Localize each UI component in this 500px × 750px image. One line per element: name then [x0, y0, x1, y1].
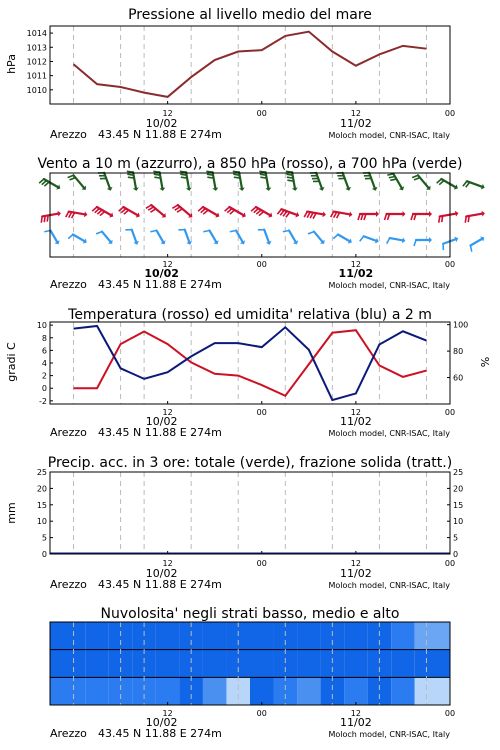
- cloud-cell: [156, 677, 180, 705]
- wind-barb: [230, 230, 245, 244]
- barb-head: [159, 187, 165, 190]
- barb-shaft: [443, 239, 455, 243]
- barb-head: [322, 211, 325, 217]
- pressure-frame: [50, 26, 450, 104]
- wind-barb: [150, 230, 165, 244]
- barb-feather: [439, 216, 440, 222]
- pressure-title: Pressione al livello medio del mare: [128, 7, 372, 23]
- barb-head: [403, 211, 406, 217]
- x-tick-label: 00: [256, 260, 267, 269]
- x-tick-label: 00: [444, 709, 456, 718]
- barb-feather: [172, 205, 177, 208]
- barb-feather: [390, 179, 396, 180]
- x-tick-label: 00: [256, 709, 267, 718]
- cloud-cell: [250, 622, 274, 650]
- barb-feather: [387, 174, 393, 175]
- y-tick-label: 0: [41, 384, 47, 394]
- y-tick-label: 20: [453, 484, 464, 494]
- date-label: 10/02: [145, 117, 178, 130]
- cloud-cell: [85, 650, 109, 678]
- x-tick-label: 00: [256, 559, 267, 568]
- barb-shaft: [102, 232, 110, 242]
- x-tick-label: 12: [162, 109, 173, 118]
- precip-panel: [5, 455, 463, 591]
- wind-barb: [363, 173, 378, 191]
- barb-head: [265, 187, 271, 190]
- wind-barb: [336, 173, 351, 191]
- barb-head: [349, 211, 352, 217]
- y-tick-label: 80: [453, 347, 464, 357]
- cloud-cell: [132, 677, 156, 705]
- wind-barb: [387, 237, 406, 243]
- barb-head: [481, 211, 484, 217]
- cloud-cell: [297, 622, 321, 650]
- barb-feather: [68, 235, 73, 239]
- wind-barb: [308, 232, 325, 244]
- barb-shaft: [470, 239, 481, 246]
- date-label: 10/02: [144, 267, 179, 280]
- temp-title: Temperatura (rosso) ed umidita' relativa (blu) a 2 m: [68, 307, 432, 323]
- barb-feather: [260, 177, 266, 178]
- wind-barb: [172, 205, 192, 218]
- barb-feather: [150, 230, 156, 231]
- barb-head: [84, 211, 87, 217]
- barb-shaft: [210, 230, 217, 241]
- cloud-cell: [297, 677, 321, 705]
- wind-barb: [153, 171, 165, 191]
- cloud-cell: [85, 622, 109, 650]
- location-label: Arezzo: [50, 278, 87, 291]
- cloud-cell: [50, 677, 85, 705]
- cloud-cell: [203, 677, 227, 705]
- humidity-line: [74, 326, 427, 400]
- barb-feather: [207, 177, 213, 178]
- coords-label: 43.45 N 11.88 E 274m: [98, 727, 222, 740]
- wind-barb: [412, 175, 430, 190]
- x-tick-label: 00: [256, 109, 267, 118]
- barb-feather: [230, 230, 236, 231]
- y-tick-label: 15: [453, 500, 464, 510]
- x-tick-label: 00: [444, 559, 456, 568]
- barb-feather: [259, 171, 265, 172]
- y-tick-label: 2: [41, 371, 47, 381]
- barb-head: [186, 187, 192, 190]
- coords-label: 43.45 N 11.88 E 274m: [98, 278, 222, 291]
- wind-barb: [304, 211, 326, 218]
- barb-feather: [360, 236, 364, 241]
- wind-barb: [96, 232, 113, 244]
- wind-barb: [98, 173, 113, 191]
- barb-feather: [414, 178, 420, 180]
- wind-barb: [310, 173, 325, 191]
- wind-barb: [360, 236, 379, 243]
- y-tick-label: 1014: [26, 29, 47, 39]
- temp-ylabel-right: %: [479, 356, 492, 368]
- wind-barb: [233, 171, 245, 191]
- wind-barb: [411, 211, 432, 220]
- temp-panel: [5, 307, 492, 439]
- barb-feather: [127, 171, 133, 172]
- wind-title: Vento a 10 m (azzurro), a 850 hPa (rosso), a 700 hPa (verde): [37, 156, 463, 172]
- y-tick-label: 6: [41, 346, 47, 356]
- y-tick-label: 10: [36, 517, 47, 527]
- barb-feather: [308, 232, 314, 234]
- clouds-title: Nuvolosita' negli strati basso, medio e alto: [100, 606, 400, 622]
- barb-feather: [206, 171, 212, 172]
- wind-barb: [251, 207, 272, 218]
- barb-shaft: [185, 230, 189, 242]
- cloud-cell: [109, 677, 133, 705]
- temperature-line: [74, 330, 427, 396]
- wind-barb: [465, 211, 485, 223]
- location-label: Arezzo: [50, 426, 87, 439]
- coords-label: 43.45 N 11.88 E 274m: [98, 128, 222, 141]
- wind-barb: [277, 209, 299, 217]
- wind-barb: [443, 236, 458, 250]
- barb-head: [429, 211, 432, 217]
- y-tick-label: 1013: [26, 43, 47, 53]
- barb-feather: [470, 246, 471, 252]
- y-tick-label: 20: [36, 484, 47, 494]
- clouds-panel: [50, 606, 455, 740]
- coords-label: 43.45 N 11.88 E 274m: [98, 426, 222, 439]
- cloud-cell: [50, 622, 85, 650]
- barb-head: [239, 187, 245, 190]
- x-tick-label: 12: [162, 559, 173, 568]
- x-tick-label: 00: [256, 408, 267, 417]
- barb-feather: [304, 212, 307, 218]
- y-tick-label: 1010: [26, 85, 47, 95]
- y-tick-label: 0: [41, 550, 47, 559]
- y-tick-label: 1012: [26, 57, 47, 67]
- precip-ylabel: mm: [5, 502, 18, 524]
- x-tick-label: 12: [350, 709, 361, 718]
- x-tick-label: 00: [444, 109, 456, 118]
- cloud-cell: [344, 622, 368, 650]
- wind-barb: [206, 171, 218, 191]
- cloud-cell: [156, 650, 180, 678]
- pressure-panel: [5, 7, 455, 141]
- wind-barb: [178, 230, 192, 245]
- x-tick-label: 12: [162, 709, 173, 718]
- y-tick-label: 8: [41, 333, 47, 343]
- cloud-cell: [85, 677, 109, 705]
- barb-feather: [287, 177, 293, 178]
- location-label: Arezzo: [50, 128, 87, 141]
- y-tick-label: -2: [39, 396, 47, 406]
- barb-feather: [154, 174, 160, 175]
- y-tick-label: 0: [453, 550, 459, 559]
- barb-feather: [387, 238, 390, 244]
- wind-barb: [225, 207, 246, 218]
- barb-feather: [150, 209, 155, 212]
- cloud-cell: [156, 622, 180, 650]
- cloud-cell: [368, 677, 392, 705]
- barb-feather: [234, 177, 240, 178]
- barb-feather: [207, 174, 213, 175]
- barb-shaft: [157, 230, 164, 241]
- barb-feather: [286, 174, 292, 175]
- wind-barb: [333, 235, 352, 244]
- barb-feather: [180, 174, 186, 175]
- cloud-cell: [203, 622, 227, 650]
- wind-barb: [146, 205, 166, 218]
- wind-barb: [414, 237, 432, 246]
- model-label: Moloch model, CNR-ISAC, Italy: [328, 581, 450, 590]
- barb-feather: [412, 175, 418, 177]
- barb-shaft: [338, 235, 349, 242]
- barb-feather: [411, 214, 413, 220]
- wind-panel: [37, 156, 484, 291]
- barb-head: [402, 237, 405, 243]
- date-label: 11/02: [338, 267, 374, 280]
- pressure-line: [74, 32, 427, 97]
- wind-barb: [258, 230, 272, 245]
- wind-barb: [463, 181, 485, 189]
- cloud-cell: [344, 650, 368, 678]
- barb-feather: [175, 207, 180, 210]
- barb-feather: [128, 177, 134, 178]
- barb-shaft: [264, 230, 268, 242]
- date-label: 11/02: [340, 567, 372, 580]
- cloud-cell: [415, 677, 450, 705]
- location-label: Arezzo: [50, 578, 87, 591]
- y-tick-label: 25: [453, 468, 464, 477]
- y-tick-label: 15: [36, 500, 47, 510]
- y-tick-label: 10: [453, 517, 464, 527]
- barb-feather: [180, 171, 186, 172]
- date-label: 10/02: [145, 716, 178, 729]
- cloud-cell: [391, 650, 415, 678]
- barb-head: [429, 237, 432, 243]
- barb-feather: [146, 205, 151, 208]
- barb-feather: [233, 174, 239, 175]
- y-tick-label: 25: [36, 468, 47, 477]
- wind-barb: [125, 230, 139, 245]
- y-tick-label: 1011: [26, 71, 47, 81]
- barb-shaft: [390, 238, 403, 240]
- barb-feather: [385, 214, 387, 220]
- barb-feather: [358, 214, 360, 220]
- wind-barb: [127, 171, 139, 191]
- date-label: 11/02: [340, 415, 372, 428]
- barb-head: [455, 211, 458, 217]
- y-tick-label: 5: [453, 533, 459, 543]
- barb-feather: [468, 216, 469, 222]
- barb-shaft: [289, 230, 296, 241]
- temp-ylabel-left: gradi C: [5, 342, 18, 382]
- barb-feather: [153, 171, 159, 172]
- barb-feather: [333, 235, 338, 239]
- wind-barb: [286, 171, 298, 191]
- cloud-cell: [179, 677, 203, 705]
- model-label: Moloch model, CNR-ISAC, Italy: [328, 730, 450, 739]
- model-label: Moloch model, CNR-ISAC, Italy: [328, 429, 450, 438]
- barb-feather: [127, 174, 133, 175]
- barb-feather: [233, 171, 239, 172]
- pressure-ylabel: hPa: [5, 54, 18, 74]
- cloud-cell: [391, 677, 415, 705]
- barb-head: [133, 187, 139, 190]
- model-label: Moloch model, CNR-ISAC, Italy: [328, 131, 450, 140]
- location-label: Arezzo: [50, 727, 87, 740]
- barb-feather: [287, 180, 293, 181]
- x-tick-label: 12: [350, 408, 361, 417]
- barb-feather: [389, 176, 395, 177]
- barb-feather: [41, 216, 42, 222]
- wind-barb: [41, 211, 61, 223]
- x-tick-label: 12: [350, 260, 361, 269]
- wind-barb: [44, 230, 59, 244]
- cloud-cell: [321, 677, 345, 705]
- wind-barb: [68, 235, 87, 244]
- barb-feather: [44, 216, 45, 222]
- barb-feather: [177, 209, 182, 212]
- cloud-cell: [415, 650, 450, 678]
- model-label: Moloch model, CNR-ISAC, Italy: [328, 281, 450, 290]
- precip-frame: [50, 472, 450, 554]
- barb-head: [292, 187, 298, 190]
- barb-feather: [70, 178, 76, 180]
- x-tick-label: 00: [444, 260, 456, 269]
- wind-barb: [66, 211, 88, 218]
- x-tick-label: 00: [444, 408, 456, 417]
- barb-feather: [96, 232, 102, 234]
- date-label: 11/02: [340, 117, 372, 130]
- date-label: 11/02: [340, 716, 372, 729]
- barb-shaft: [364, 236, 376, 240]
- barb-head: [212, 187, 218, 190]
- cloud-cell: [415, 622, 450, 650]
- barb-shaft: [132, 230, 136, 242]
- wind-barb: [180, 171, 192, 191]
- wind-barb: [92, 207, 113, 218]
- barb-feather: [465, 216, 466, 222]
- barb-feather: [283, 230, 289, 231]
- cloud-cell: [203, 650, 227, 678]
- wind-barb: [437, 179, 458, 190]
- cloud-cell: [226, 677, 250, 705]
- x-tick-label: 12: [162, 408, 173, 417]
- barb-shaft: [51, 230, 58, 241]
- y-tick-label: 10: [36, 321, 47, 331]
- wind-barb: [387, 174, 404, 190]
- barb-feather: [414, 240, 416, 246]
- barb-feather: [203, 230, 209, 231]
- wind-barb: [68, 175, 86, 190]
- barb-feather: [154, 177, 160, 178]
- barb-shaft: [314, 232, 322, 242]
- cloud-cell: [274, 677, 298, 705]
- date-label: 10/02: [145, 415, 178, 428]
- coords-label: 43.45 N 11.88 E 274m: [98, 578, 222, 591]
- wind-barb: [358, 211, 379, 220]
- barb-feather: [442, 216, 443, 222]
- x-tick-label: 12: [350, 109, 361, 118]
- wind-barb: [198, 207, 219, 218]
- x-tick-label: 12: [350, 559, 361, 568]
- x-tick-label: 12: [162, 260, 173, 269]
- y-tick-label: 100: [453, 320, 469, 330]
- barb-head: [57, 211, 60, 217]
- cloud-cell: [344, 677, 368, 705]
- barb-feather: [68, 175, 74, 177]
- barb-feather: [260, 174, 266, 175]
- wind-barb: [470, 236, 484, 251]
- wind-barb: [203, 230, 218, 244]
- barb-shaft: [73, 235, 84, 242]
- wind-barb: [439, 211, 459, 223]
- barb-feather: [47, 215, 48, 221]
- y-tick-label: 4: [41, 359, 47, 368]
- cloud-cell: [297, 650, 321, 678]
- cloud-cell: [250, 677, 274, 705]
- y-tick-label: 60: [453, 373, 464, 383]
- wind-barb: [385, 211, 406, 220]
- barb-shaft: [236, 230, 243, 241]
- wind-barb: [119, 207, 140, 218]
- y-tick-label: 5: [41, 533, 47, 543]
- wind-barb: [331, 211, 353, 218]
- barb-feather: [286, 171, 292, 172]
- barb-feather: [148, 207, 153, 210]
- barb-feather: [181, 177, 187, 178]
- cloud-cell: [50, 650, 85, 678]
- barb-head: [376, 211, 379, 217]
- barb-feather: [66, 212, 69, 218]
- date-label: 10/02: [145, 567, 178, 580]
- wind-barb: [259, 171, 271, 191]
- cloud-cell: [250, 650, 274, 678]
- cloud-cell: [391, 622, 415, 650]
- precip-title: Precip. acc. in 3 ore: totale (verde), frazione solida (tratt.): [47, 455, 453, 471]
